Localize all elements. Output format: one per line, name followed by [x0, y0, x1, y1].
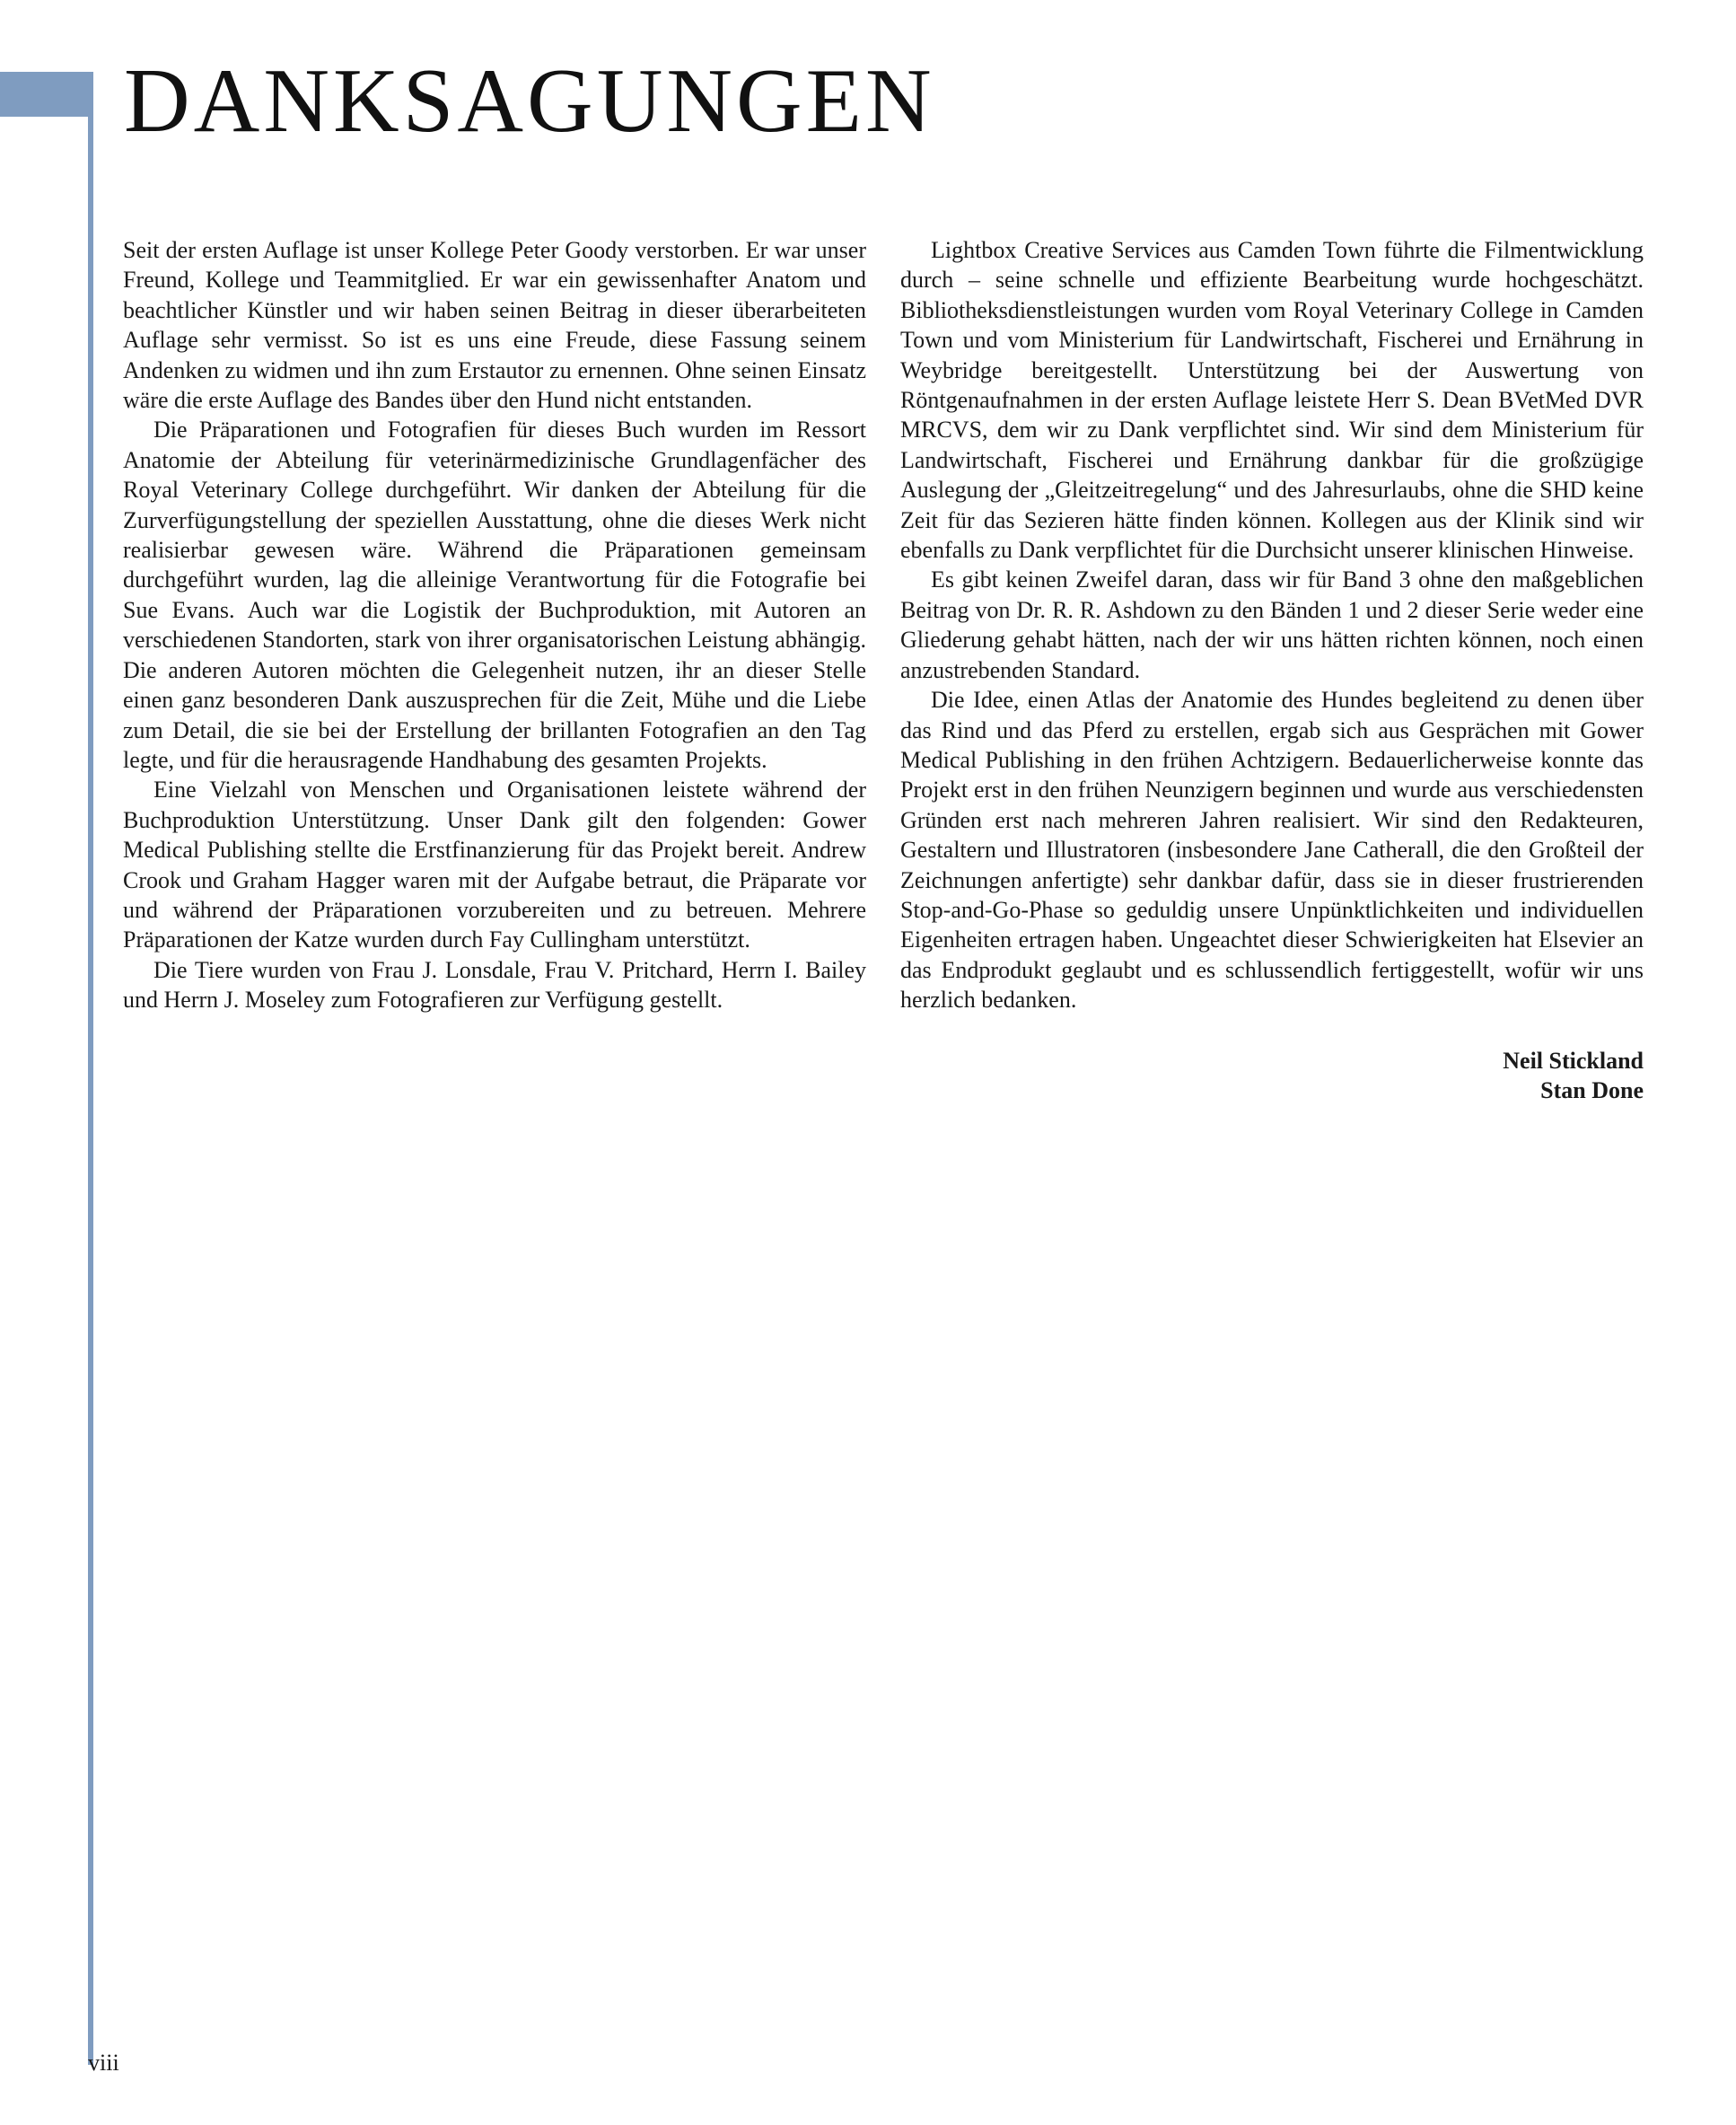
- paragraph: Es gibt keinen Zweifel daran, dass wir für Band 3 ohne den maßgeblichen Beitrag von Dr. R. R. Ashdown zu den Bänden 1 und 2 dieser Serie weder eine Gliederung gehabt hätten, nach der wir uns hätten richten können, noch einen anzustrebenden Standard.: [900, 566, 1644, 683]
- author-signature: Neil Stickland: [1503, 1047, 1644, 1074]
- paragraph: Die Präparationen und Fotografien für dieses Buch wurden im Ressort Anatomie der Abteilung für veterinärmedizinische Grundlagenfächer des Royal Veterinary College durchgeführt. Wir danken der Abteilung für die Zurverfügungstellung der speziellen Ausstattung, ohne die dieses Werk nicht realisierbar gewesen wäre. Während die Präparationen gemeinsam durchgeführt wurden, lag die alleinige Verantwortung für die Fotografie bei Sue Evans. Auch war die Logistik der Buchproduktion, mit Autoren an verschiedenen Standorten, stark von ihrer organisatorischen Leistung abhängig. Die anderen Autoren möchten die Gelegenheit nutzen, ihr an dieser Stelle einen ganz besonderen Dank auszusprechen für die Zeit, Mühe und die Liebe zum Detail, die sie bei der Erstellung der brillanten Fotografien an den Tag legte, und für die herausragende Handhabung des gesamten Projekts.: [123, 417, 866, 773]
- paragraph: Seit der ersten Auflage ist unser Kollege Peter Goody verstorben. Er war unser Freund, Kollege und Teammitglied. Er war ein gewissenhafter Anatom und beachtlicher Künstler und wir haben seinen Beitrag in dieser überarbeiteten Auflage sehr vermisst. So ist es uns eine Freude, diese Fassung seinem Andenken zu widmen und ihn zum Erstautor zu ernennen. Ohne seinen Einsatz wäre die erste Auflage des Bandes über den Hund nicht entstanden.: [123, 237, 866, 414]
- paragraph: Die Tiere wurden von Frau J. Lonsdale, Frau V. Pritchard, Herrn I. Bailey und Herrn J. Moseley zum Fotografieren zur Verfügung gestellt.: [123, 956, 866, 1014]
- signature-block: [900, 1046, 1644, 1106]
- paragraph: Eine Vielzahl von Menschen und Organisationen leistete während der Buchproduktion Unterstützung. Unser Dank gilt den folgenden: Gower Medical Publishing stellte die Erstfinanzierung für das Projekt bereit. Andrew Crook und Graham Hagger waren mit der Aufgabe betraut, die Präparate vor und während der Präparationen vorzubereiten und zu betreuen. Mehrere Präparationen der Katze wurden durch Fay Cullingham unterstützt.: [123, 777, 866, 953]
- accent-block: [0, 72, 93, 117]
- left-column: [123, 235, 866, 1015]
- page-number: viii: [88, 2050, 119, 2076]
- right-column: [900, 235, 1644, 1105]
- paragraph: Lightbox Creative Services aus Camden Town führte die Filmentwicklung durch – seine schnelle und effiziente Bearbeitung wurde hochgeschätzt. Bibliotheksdienstleistungen wurden vom Royal Veterinary College in Camden Town und vom Ministerium für Landwirtschaft, Fischerei und Ernährung in Weybridge bereitgestellt. Unterstützung bei der Auswertung von Röntgenaufnahmen in der ersten Auflage leistete Herr S. Dean BVetMed DVR MRCVS, dem wir zu Dank verpflichtet sind. Wir sind dem Ministerium für Landwirtschaft, Fischerei und Ernährung dankbar für die großzügige Auslegung der „Gleitzeitregelung“ und des Jahresurlaubs, ohne die SHD keine Zeit für das Sezieren hätte finden können. Kollegen aus der Klinik sind wir ebenfalls zu Dank verpflichtet für die Durchsicht unserer klinischen Hinweise.: [900, 237, 1644, 564]
- paragraph: Die Idee, einen Atlas der Anatomie des Hundes begleitend zu denen über das Rind und das Pferd zu erstellen, ergab sich aus Gesprächen mit Gower Medical Publishing in den frühen Achtzigern. Bedauerlicherweise konnte das Projekt erst in den frühen Neunzigern beginnen und wurde aus verschiedensten Gründen erst nach mehreren Jahren realisiert. Wir sind den Redakteuren, Gestaltern und Illustratoren (insbesondere Jane Catherall, die den Großteil der Zeichnungen anfertigte) sehr dankbar dafür, dass sie in dieser frustrierenden Stop-and-Go-Phase so geduldig unsere Unpünktlichkeiten und individuellen Eigenheiten ertragen haben. Ungeachtet dieser Schwierigkeiten hat Elsevier an das Endprodukt geglaubt und es schlussendlich fertiggestellt, wofür wir uns herzlich bedanken.: [900, 687, 1644, 1014]
- margin-rule: [88, 72, 93, 2065]
- page-title: DANKSAGUNGEN: [124, 50, 935, 152]
- author-signature: Stan Done: [1540, 1076, 1644, 1103]
